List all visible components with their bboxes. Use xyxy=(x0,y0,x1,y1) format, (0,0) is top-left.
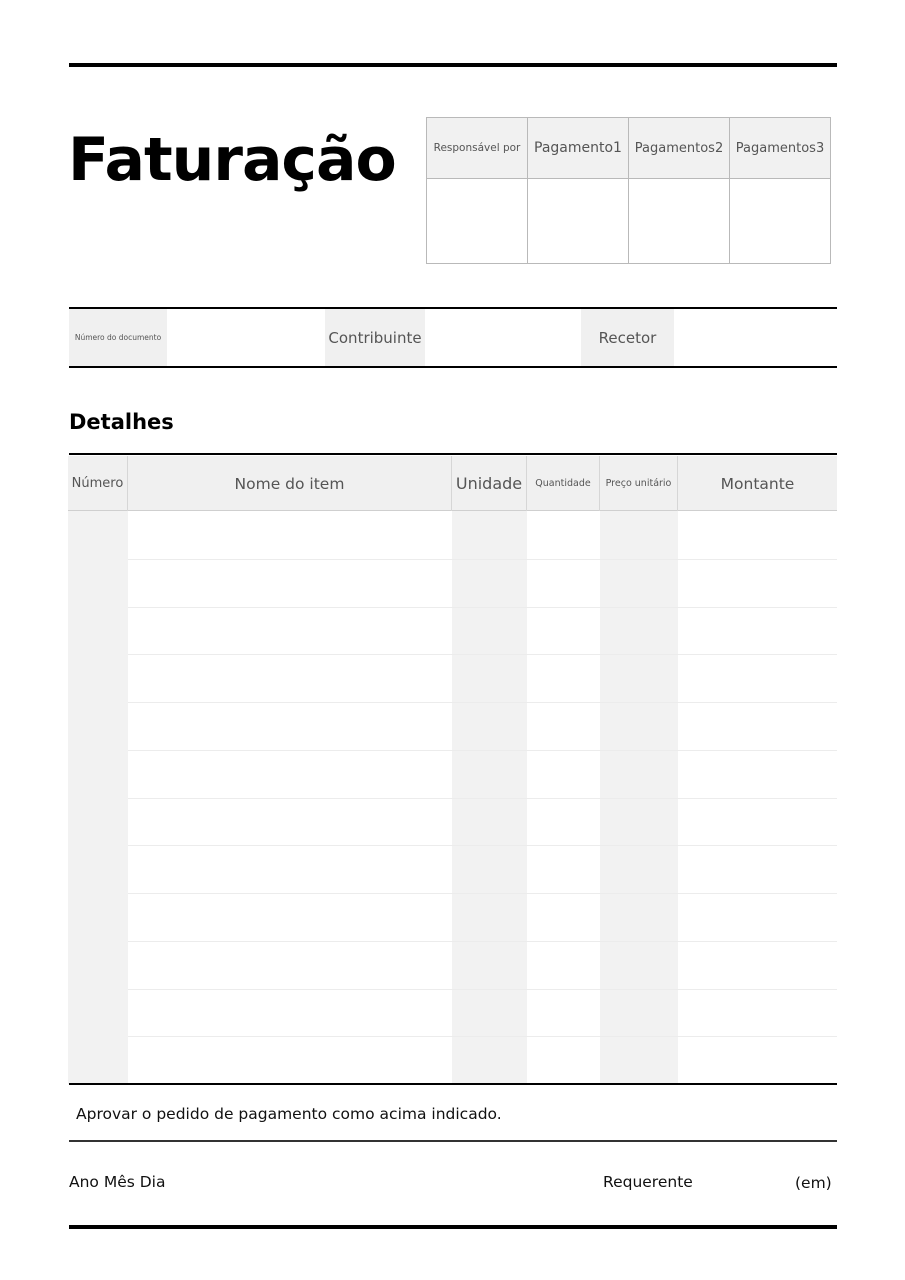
details-title: Detalhes xyxy=(69,410,174,434)
th-number: Número xyxy=(68,456,128,511)
table-row[interactable] xyxy=(68,941,837,989)
approval-cell-payment2[interactable] xyxy=(629,179,730,263)
contributor-field[interactable] xyxy=(425,309,581,366)
table-row[interactable] xyxy=(68,798,837,846)
row-separator xyxy=(128,845,837,846)
approval-header-payment3: Pagamentos3 xyxy=(730,118,830,179)
approval-statement: Aprovar o pedido de pagamento como acima indicado. xyxy=(76,1105,502,1123)
details-table xyxy=(68,456,837,1084)
row-separator xyxy=(128,893,837,894)
approval-cell-payment1[interactable] xyxy=(528,179,629,263)
info-bottom-rule xyxy=(69,366,837,368)
table-row[interactable] xyxy=(68,845,837,893)
th-unit: Unidade xyxy=(452,456,527,511)
table-row[interactable] xyxy=(68,654,837,702)
approval-cell-payment3[interactable] xyxy=(730,179,830,263)
approval-rule xyxy=(69,1140,837,1142)
row-separator xyxy=(128,1036,837,1037)
row-separator xyxy=(128,559,837,560)
th-quantity: Quantidade xyxy=(527,456,600,511)
details-bottom-rule xyxy=(69,1083,837,1085)
table-row[interactable] xyxy=(68,607,837,655)
bottom-rule xyxy=(69,1225,837,1229)
document-info-bar xyxy=(69,309,837,366)
row-separator xyxy=(128,750,837,751)
details-top-rule xyxy=(69,453,837,455)
details-header-row xyxy=(68,456,837,511)
approval-header-responsible: Responsável por xyxy=(427,118,528,179)
th-unit-price: Preço unitário xyxy=(600,456,678,511)
approval-cell-responsible[interactable] xyxy=(427,179,528,263)
table-row[interactable] xyxy=(68,511,837,559)
document-number-label: Número do documento xyxy=(69,309,167,366)
table-row[interactable] xyxy=(68,1036,837,1084)
row-separator xyxy=(128,702,837,703)
seal-label: (em) xyxy=(795,1174,832,1192)
row-separator xyxy=(128,989,837,990)
approval-table xyxy=(426,117,831,264)
th-amount: Montante xyxy=(720,474,795,493)
row-separator xyxy=(128,941,837,942)
row-separator xyxy=(128,607,837,608)
requester-label: Requerente xyxy=(603,1173,693,1191)
top-rule xyxy=(69,63,837,67)
contributor-label: Contribuinte xyxy=(325,309,425,366)
th-item-name: Nome do item xyxy=(128,456,452,511)
table-row[interactable] xyxy=(68,989,837,1037)
row-separator xyxy=(128,654,837,655)
table-row[interactable] xyxy=(68,750,837,798)
receiver-label: Recetor xyxy=(581,309,674,366)
table-row[interactable] xyxy=(68,559,837,607)
row-separator xyxy=(128,798,837,799)
date-label: Ano Mês Dia xyxy=(69,1173,166,1191)
approval-header-payment1: Pagamento1 xyxy=(528,118,629,179)
page-title: Faturação xyxy=(68,125,396,195)
receiver-field[interactable] xyxy=(674,309,837,366)
document-number-field[interactable] xyxy=(167,309,325,366)
table-row[interactable] xyxy=(68,702,837,750)
approval-header-payment2: Pagamentos2 xyxy=(629,118,730,179)
table-row[interactable] xyxy=(68,893,837,941)
